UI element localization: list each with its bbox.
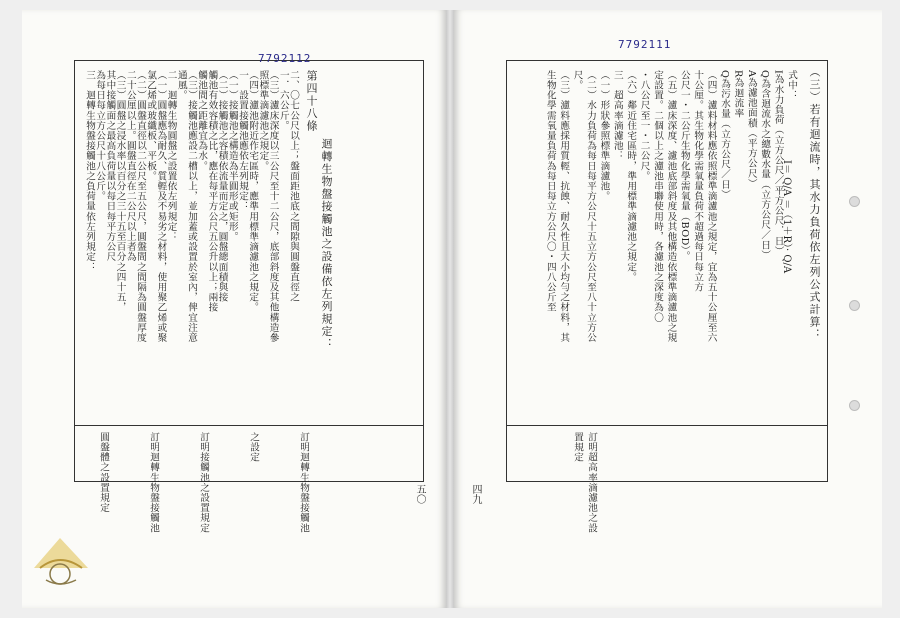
text-column: 觸池間之距離宜為水。 — [196, 70, 208, 171]
text-column: 照標準滴濾池之規定。 — [257, 70, 269, 171]
text-column: （六）鄰近住宅區時，準用標準滴濾池之規定。 — [625, 70, 637, 283]
text-column: （一）形狀參照標準滴濾池。 — [598, 70, 610, 202]
text-column: 尺。 — [571, 70, 583, 91]
left-page-number: 五〇 — [414, 484, 425, 504]
text-column: 式中： — [786, 70, 797, 101]
text-column: Q為含迴流水之總數水量（立方公尺／日） — [759, 70, 771, 261]
left-archive-stamp: 7792112 — [258, 52, 312, 65]
text-column: 二、〇七公尺以上；盤面距池底之間隙與圓盤直徑之 — [288, 70, 299, 303]
library-seal-logo — [26, 522, 96, 592]
text-column: 定設置。二個以上之濾池串聯使用時，各濾池之深度為〇 — [652, 70, 663, 323]
text-column: ・八公尺至一・二公尺。 — [638, 70, 650, 182]
text-column: 氯乙烯或玻纖板、平板。 — [145, 70, 157, 182]
text-column: （三）濾料應採用質輕、抗蝕、耐久性且大小均勻之材料，其 — [558, 70, 570, 343]
text-column: （一）接觸池之構造為半圓形或矩形。 — [226, 70, 238, 242]
text-column: 訂明超高率滴濾池之設 — [586, 432, 597, 533]
right-page-number: 四九 — [470, 484, 481, 504]
punch-hole — [849, 196, 860, 207]
text-column: （三）圓盤之浸水率以百分之三十五至百分之四十五， — [114, 70, 126, 313]
punch-hole — [849, 400, 860, 411]
text-column: 置規定 — [572, 432, 583, 463]
text-column: I為水力負荷（立方公尺／平方公尺．日） — [772, 70, 784, 257]
text-column: 一 設置接觸池應依左列規定： — [237, 70, 248, 212]
text-column: R為迴流率 — [732, 70, 744, 119]
text-column: （四）濾池附近作宅區時，應準用標準滴濾池之規定。 — [247, 70, 259, 313]
right-intro: （三）若有迴流時，其水力負荷依左列公式計算： — [808, 66, 821, 341]
text-column: 觸池有效容積之比，應在每平方公尺五公升以上；兩接 — [206, 70, 218, 313]
hydraulic-load-formula: I＝ Q/A ＝（1＋R）· Q/A — [781, 160, 792, 274]
text-column: （五）濾床深度、濾池底部斜度及其他構造依標準滴濾池之規 — [665, 70, 677, 343]
text-column: 三 迴轉生物盤接觸池之負荷量依左列規定： — [84, 70, 95, 272]
article-number: 第四十八條 — [305, 70, 318, 133]
text-column: 圓盤體之設置規定 — [98, 432, 109, 513]
right-notes-divider — [506, 425, 828, 426]
text-column: 十公厘。其生物化學需氧量負荷不超過每日每立方 — [692, 70, 704, 293]
text-column: （四）濾料材料應依照標準滴濾池之規定，宜為五十公厘至六 — [705, 70, 717, 343]
text-column: 訂明迴轉生物盤接觸池 — [148, 432, 159, 533]
text-column: 二 迴轉生物圓盤之設置依左列規定： — [165, 70, 177, 242]
text-column: Q為污水量（立方公尺／日） — [719, 70, 730, 200]
text-column: 生物化學需氧量負荷為每日每立方公尺〇・四八公斤至 — [544, 70, 556, 313]
text-column: 通風。 — [175, 70, 187, 101]
text-column: （三）接觸池應設二槽以上，並加蓋或設置於室內，俾宜注意 — [186, 70, 197, 343]
text-column: （二）接觸池之容積依流量而定之，圓盤總面積與接 — [216, 70, 228, 303]
text-column: （二）水力負荷為每日每平方公尺十五立方公尺至八十立方公 — [585, 70, 596, 343]
book-gutter — [446, 10, 454, 608]
article-heading: 迴轉生物盤接觸池之設備依左列規定： — [320, 138, 333, 351]
text-column: 公尺一・二公斤生物化學需氧量（BOD）。 — [678, 70, 690, 262]
right-archive-stamp: 7792111 — [618, 38, 672, 51]
text-column: A為濾池面積（平方公尺） — [745, 70, 757, 189]
punch-hole — [849, 300, 860, 311]
text-column: 訂明迴轉生物盤接觸池 — [298, 432, 309, 533]
text-column: 三 超高率滴濾池： — [611, 70, 623, 161]
text-column: 其中接觸面之最高負荷量以每日每平方公尺 — [104, 70, 116, 262]
text-column: （三）濾床深度以三公尺至十二公尺，底部斜度及其他構造參 — [267, 70, 279, 343]
text-column: 為每日每立方公尺十八公斤。 — [94, 70, 106, 202]
text-column: 訂明接觸池之設置規定 — [198, 432, 209, 533]
left-notes-divider — [74, 425, 424, 426]
text-column: （一）圓盤應為耐久、質輕及不易劣之材料，使用聚乙烯或聚 — [155, 70, 167, 343]
text-column: 之設定 — [248, 432, 259, 463]
text-column: 二十公厘以上。圓盤直徑在二公尺以上者為 — [124, 70, 136, 262]
text-column: 一．六公斤。 — [277, 70, 289, 131]
text-column: （二）圓盤直徑以二公尺至五公尺，圓盤間之間隔為圓盤厚度 — [135, 70, 146, 343]
